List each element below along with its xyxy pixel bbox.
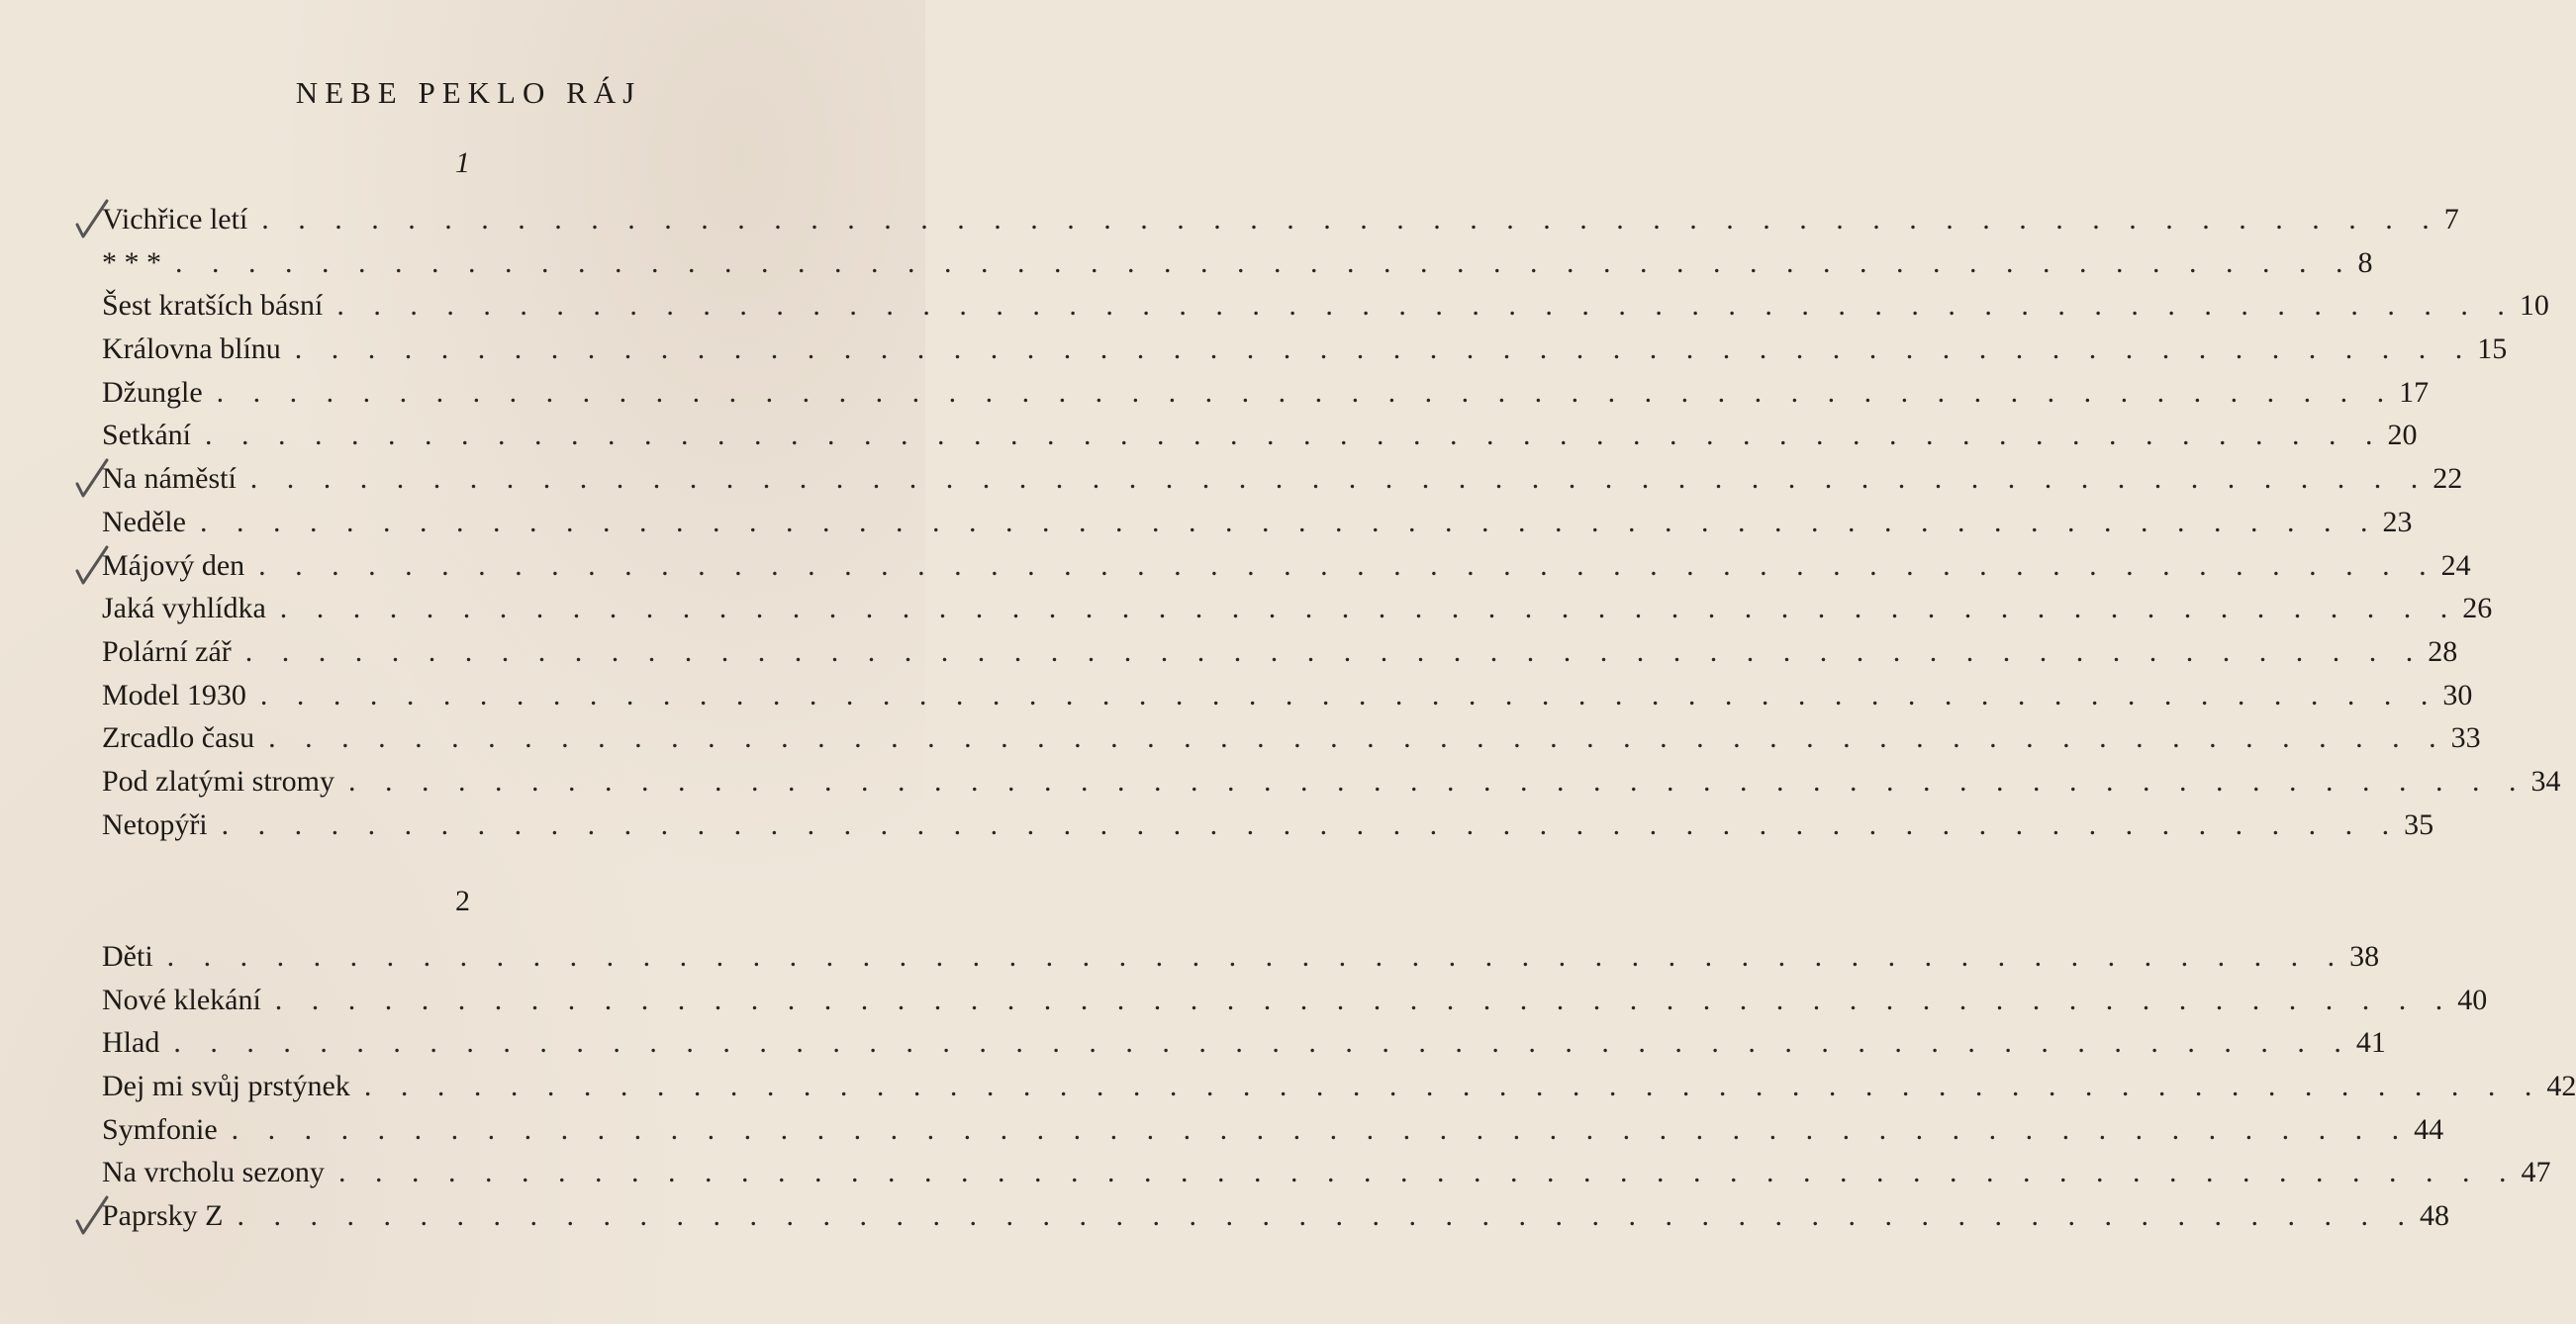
toc-entry-page-number: 23 [2382,505,2413,538]
toc-entry [102,1026,2386,1070]
toc-entry-page-number: 15 [2477,332,2508,366]
toc-entry-title: Hlad [102,1026,160,1060]
toc-entry-title: Na vrcholu sezony [102,1156,325,1189]
toc-entry [102,462,2463,506]
toc-entry-page-number: 47 [2521,1156,2551,1189]
toc-entry [102,1070,2576,1113]
toc-entry-title: Paprsky Z [102,1199,224,1233]
toc-entry [102,940,2380,984]
toc-entry-page-number: 38 [2349,940,2380,973]
toc-entry-title: Májový den [102,548,245,582]
dot-leader: . . . . . . . . . . . . . . . . . . . . . . . . . . . . . . . . . . . . . . . . . . . . . . . . . . . . . . . . . . . . [221,807,2401,841]
pencil-check-icon [71,197,111,244]
toc-entry-page-number: 30 [2442,678,2473,711]
toc-entry [102,764,2561,808]
dot-leader: . . . . . . . . . . . . . . . . . . . . . . . . . . . . . . . . . . . . . . . . . . . . . . . . . . . . . . . . . . . . [173,1026,2352,1060]
toc-entry-title: Neděle [102,505,186,538]
toc-entry [102,548,2471,593]
toc-entry-page-number: 28 [2428,634,2458,668]
dot-leader: . . . . . . . . . . . . . . . . . . . . . . . . . . . . . . . . . . . . . . . . . . . . . . . . . . . . . . . . . . . . [268,721,2447,755]
check-icon [71,197,111,244]
dot-leader: . . . . . . . . . . . . . . . . . . . . . . . . . . . . . . . . . . . . . . . . . . . . . . . . . . . . . . . . . . . . [249,462,2430,496]
dot-leader: . . . . . . . . . . . . . . . . . . . . . . . . . . . . . . . . . . . . . . . . . . . . . . . . . . . . . . . . . . . . [231,1112,2411,1146]
table-of-contents-section-1 [102,203,2561,851]
toc-entry-page-number: 42 [2546,1070,2576,1103]
dot-leader: . . . . . . . . . . . . . . . . . . . . . . . . . . . . . . . . . . . . . . . . . . . . . . . . . . . . . . . . . . . . [279,592,2459,625]
toc-entry [102,1112,2444,1157]
dot-leader: . . . . . . . . . . . . . . . . . . . . . . . . . . . . . . . . . . . . . . . . . . . . . . . . . . . . . . . . . . . . [336,289,2516,323]
toc-entry-title: Šest kratších básní [102,289,324,323]
dot-leader: . . . . . . . . . . . . . . . . . . . . . . . . . . . . . . . . . . . . . . . . . . . . . . . . . . . . . . . . . . . . [337,1156,2518,1189]
toc-entry-title: Setkání [102,419,191,452]
toc-entry-title: Jaká vyhlídka [102,592,266,625]
dot-leader: . . . . . . . . . . . . . . . . . . . . . . . . . . . . . . . . . . . . . . . . . . . . . . . . . . . . . . . . . . . . [199,505,2379,538]
toc-entry-title: Symfonie [102,1112,218,1146]
toc-entry-title: Pod zlatými stromy [102,764,334,798]
toc-entry [102,375,2430,420]
toc-entry-title: Děti [102,940,153,973]
toc-entry [102,245,2373,290]
dot-leader: . . . . . . . . . . . . . . . . . . . . . . . . . . . . . . . . . . . . . . . . . . . . . . . . . . . . . . . . . . . . [205,419,2384,452]
toc-entry-title: * * * [102,245,161,279]
toc-entry-page-number: 10 [2519,289,2549,323]
section-number-1: 1 [455,146,470,179]
dot-leader: . . . . . . . . . . . . . . . . . . . . . . . . . . . . . . . . . . . . . . . . . . . . . . . . . . . . . . . . . . . . [294,332,2474,366]
toc-entry [102,634,2458,679]
toc-entry-page-number: 40 [2457,983,2488,1016]
page-title: NEBE PEKLO RÁJ [295,75,642,110]
toc-entry [102,289,2549,332]
toc-entry-title: Model 1930 [102,678,246,711]
toc-entry-page-number: 33 [2450,721,2481,755]
dot-leader: . . . . . . . . . . . . . . . . . . . . . . . . . . . . . . . . . . . . . . . . . . . . . . . . . . . . . . . . . . . . [166,940,2346,973]
toc-entry [102,721,2481,765]
dot-leader: . . . . . . . . . . . . . . . . . . . . . . . . . . . . . . . . . . . . . . . . . . . . . . . . . . . . . . . . . . . . [237,1199,2416,1233]
check-icon [71,1193,111,1241]
toc-entry [102,419,2418,462]
pencil-check-icon [71,1193,111,1241]
check-icon [71,543,111,591]
dot-leader: . . . . . . . . . . . . . . . . . . . . . . . . . . . . . . . . . . . . . . . . . . . . . . . . . . . . . . . . . . . . [259,678,2439,711]
toc-entry [102,505,2413,549]
toc-entry-page-number: 48 [2420,1199,2449,1233]
toc-entry-title: Netopýři [102,807,208,841]
toc-entry-page-number: 22 [2433,462,2463,496]
dot-leader: . . . . . . . . . . . . . . . . . . . . . . . . . . . . . . . . . . . . . . . . . . . . . . . . . . . . . . . . . . . . [274,983,2454,1016]
check-icon [71,456,111,504]
toc-entry-page-number: 41 [2355,1026,2386,1060]
toc-entry-title: Džungle [102,375,203,409]
toc-entry-page-number: 34 [2530,764,2561,798]
toc-entry-page-number: 17 [2399,375,2430,409]
toc-entry-title: Polární zář [102,634,232,668]
toc-entry-page-number: 7 [2443,203,2459,236]
section-number-2: 2 [455,885,470,917]
toc-entry-title: Zrcadlo času [102,721,255,755]
toc-entry [102,1156,2551,1199]
toc-entry-title: Na náměstí [102,462,237,496]
toc-entry-title: Nové klekání [102,983,261,1016]
toc-entry [102,332,2508,376]
toc-entry-page-number: 26 [2462,592,2493,625]
toc-entry-page-number: 8 [2357,245,2373,279]
dot-leader: . . . . . . . . . . . . . . . . . . . . . . . . . . . . . . . . . . . . . . . . . . . . . . . . . . . . . . . . . . . . [244,634,2425,668]
toc-entry [102,203,2459,246]
dot-leader: . . . . . . . . . . . . . . . . . . . . . . . . . . . . . . . . . . . . . . . . . . . . . . . . . . . . . . . . . . . . [363,1070,2543,1103]
dot-leader: . . . . . . . . . . . . . . . . . . . . . . . . . . . . . . . . . . . . . . . . . . . . . . . . . . . . . . . . . . . . [175,245,2354,279]
dot-leader: . . . . . . . . . . . . . . . . . . . . . . . . . . . . . . . . . . . . . . . . . . . . . . . . . . . . . . . . . . . . [258,548,2437,582]
toc-entry-title: Královna blínu [102,332,281,366]
toc-entry-title: Vichřice letí [102,203,248,236]
toc-entry [102,678,2473,722]
toc-entry [102,592,2493,635]
toc-entry [102,1199,2449,1243]
toc-entry-title: Dej mi svůj prstýnek [102,1070,350,1103]
table-of-contents-section-2 [102,940,2576,1243]
toc-entry-page-number: 24 [2440,548,2471,582]
dot-leader: . . . . . . . . . . . . . . . . . . . . . . . . . . . . . . . . . . . . . . . . . . . . . . . . . . . . . . . . . . . . [348,764,2528,798]
toc-entry-page-number: 20 [2387,419,2418,452]
toc-entry-page-number: 35 [2404,807,2434,841]
toc-entry [102,807,2434,852]
toc-entry-page-number: 44 [2414,1112,2444,1146]
dot-leader: . . . . . . . . . . . . . . . . . . . . . . . . . . . . . . . . . . . . . . . . . . . . . . . . . . . . . . . . . . . . [261,203,2440,236]
dot-leader: . . . . . . . . . . . . . . . . . . . . . . . . . . . . . . . . . . . . . . . . . . . . . . . . . . . . . . . . . . . . [216,375,2396,409]
pencil-check-icon [71,543,111,591]
toc-entry [102,983,2488,1027]
pencil-check-icon [71,456,111,504]
